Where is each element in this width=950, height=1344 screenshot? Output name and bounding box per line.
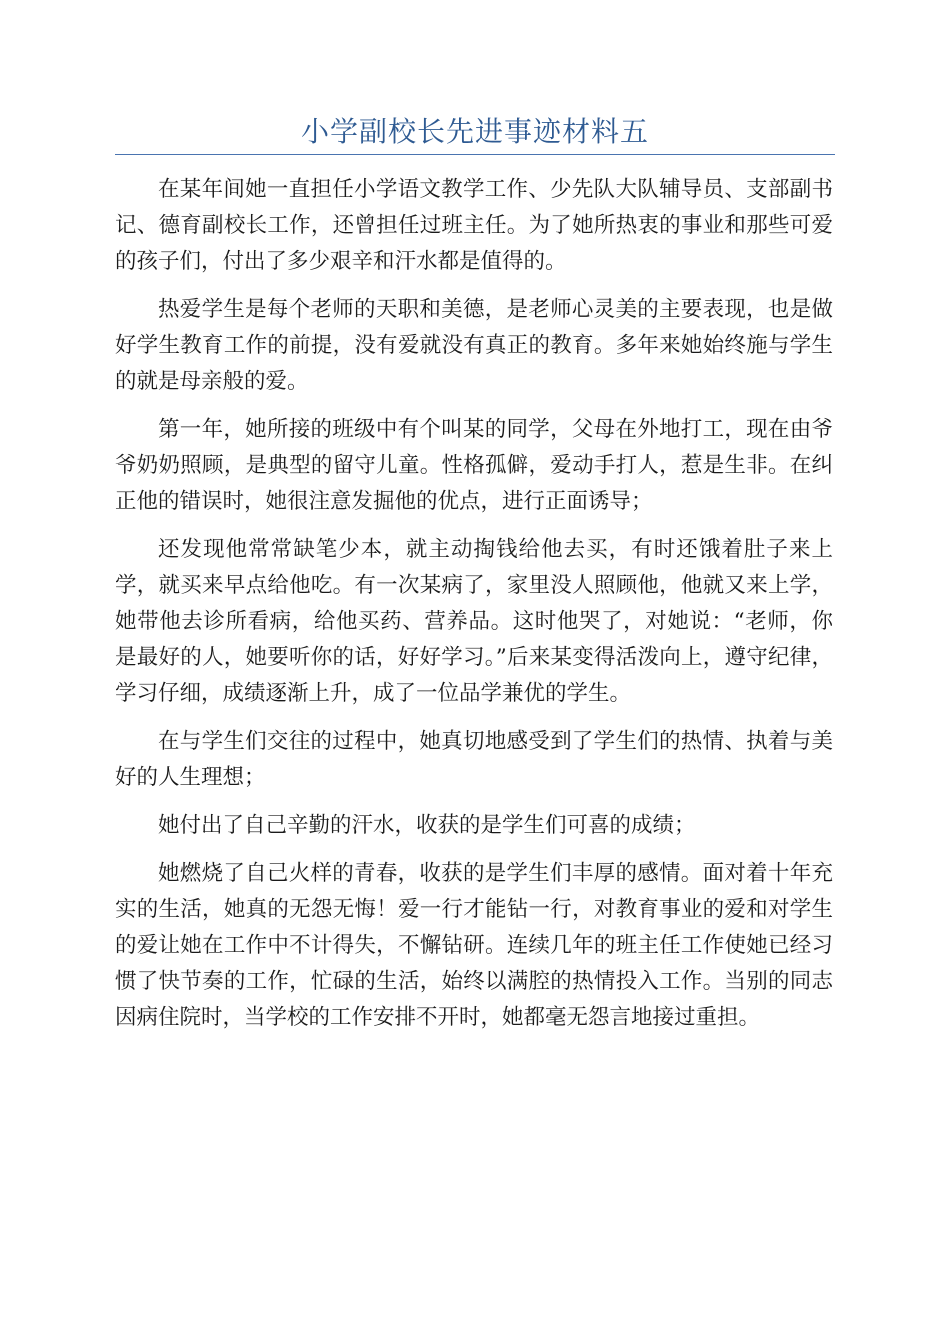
document-body <box>115 172 833 1048</box>
paragraph-1: 在某年间她一直担任小学语文教学工作、少先队大队辅导员、支部副书记、德育副校长工作，还曾担任过班主任。为了她所热衷的事业和那些可爱的孩子们，付出了多少艰辛和汗水都是值得的。 <box>115 177 833 274</box>
page-title: 小学副校长先进事迹材料五 <box>300 115 649 148</box>
paragraph-3: 第一年，她所接的班级中有个叫某的同学，父母在外地打工，现在由爷爷奶奶照顾，是典型的留守儿童。性格孤僻，爱动手打人，惹是生非。在纠正他的错误时，她很注意发掘他的优点，进行正面诱导； <box>115 417 833 514</box>
paragraph-5: 在与学生们交往的过程中，她真切地感受到了学生们的热情、执着与美好的人生理想； <box>115 729 833 790</box>
paragraph-6: 她付出了自己辛勤的汗水，收获的是学生们可喜的成绩； <box>158 813 696 838</box>
paragraph-7: 她燃烧了自己火样的青春，收获的是学生们丰厚的感情。面对着十年充实的生活，她真的无怨无悔！爱一行才能钻一行，对教育事业的爱和对学生的爱让她在工作中不计得失，不懈钻研。连续几年的班主任工作使她已经习惯了快节奏的工作，忙碌的生活，始终以满腔的热情投入工作。当别的同志因病住院时，当学校的工作安排不开时，她都毫无怨言地接过重担。 <box>115 861 833 1030</box>
paragraph-2: 热爱学生是每个老师的天职和美德，是老师心灵美的主要表现，也是做好学生教育工作的前提，没有爱就没有真正的教育。多年来她始终施与学生的就是母亲般的爱。 <box>115 297 833 394</box>
paragraph-4: 还发现他常常缺笔少本，就主动掏钱给他去买，有时还饿着肚子来上学，就买来早点给他吃。有一次某病了，家里没人照顾他，他就又来上学，她带他去诊所看病，给他买药、营养品。这时他哭了，对她说：“老师，你是最好的人，她要听你的话，好好学习。”后来某变得活泼向上，遵守纪律，学习仔细，成绩逐渐上升，成了一位品学兼优的学生。 <box>115 537 833 706</box>
title-underline <box>115 154 835 155</box>
